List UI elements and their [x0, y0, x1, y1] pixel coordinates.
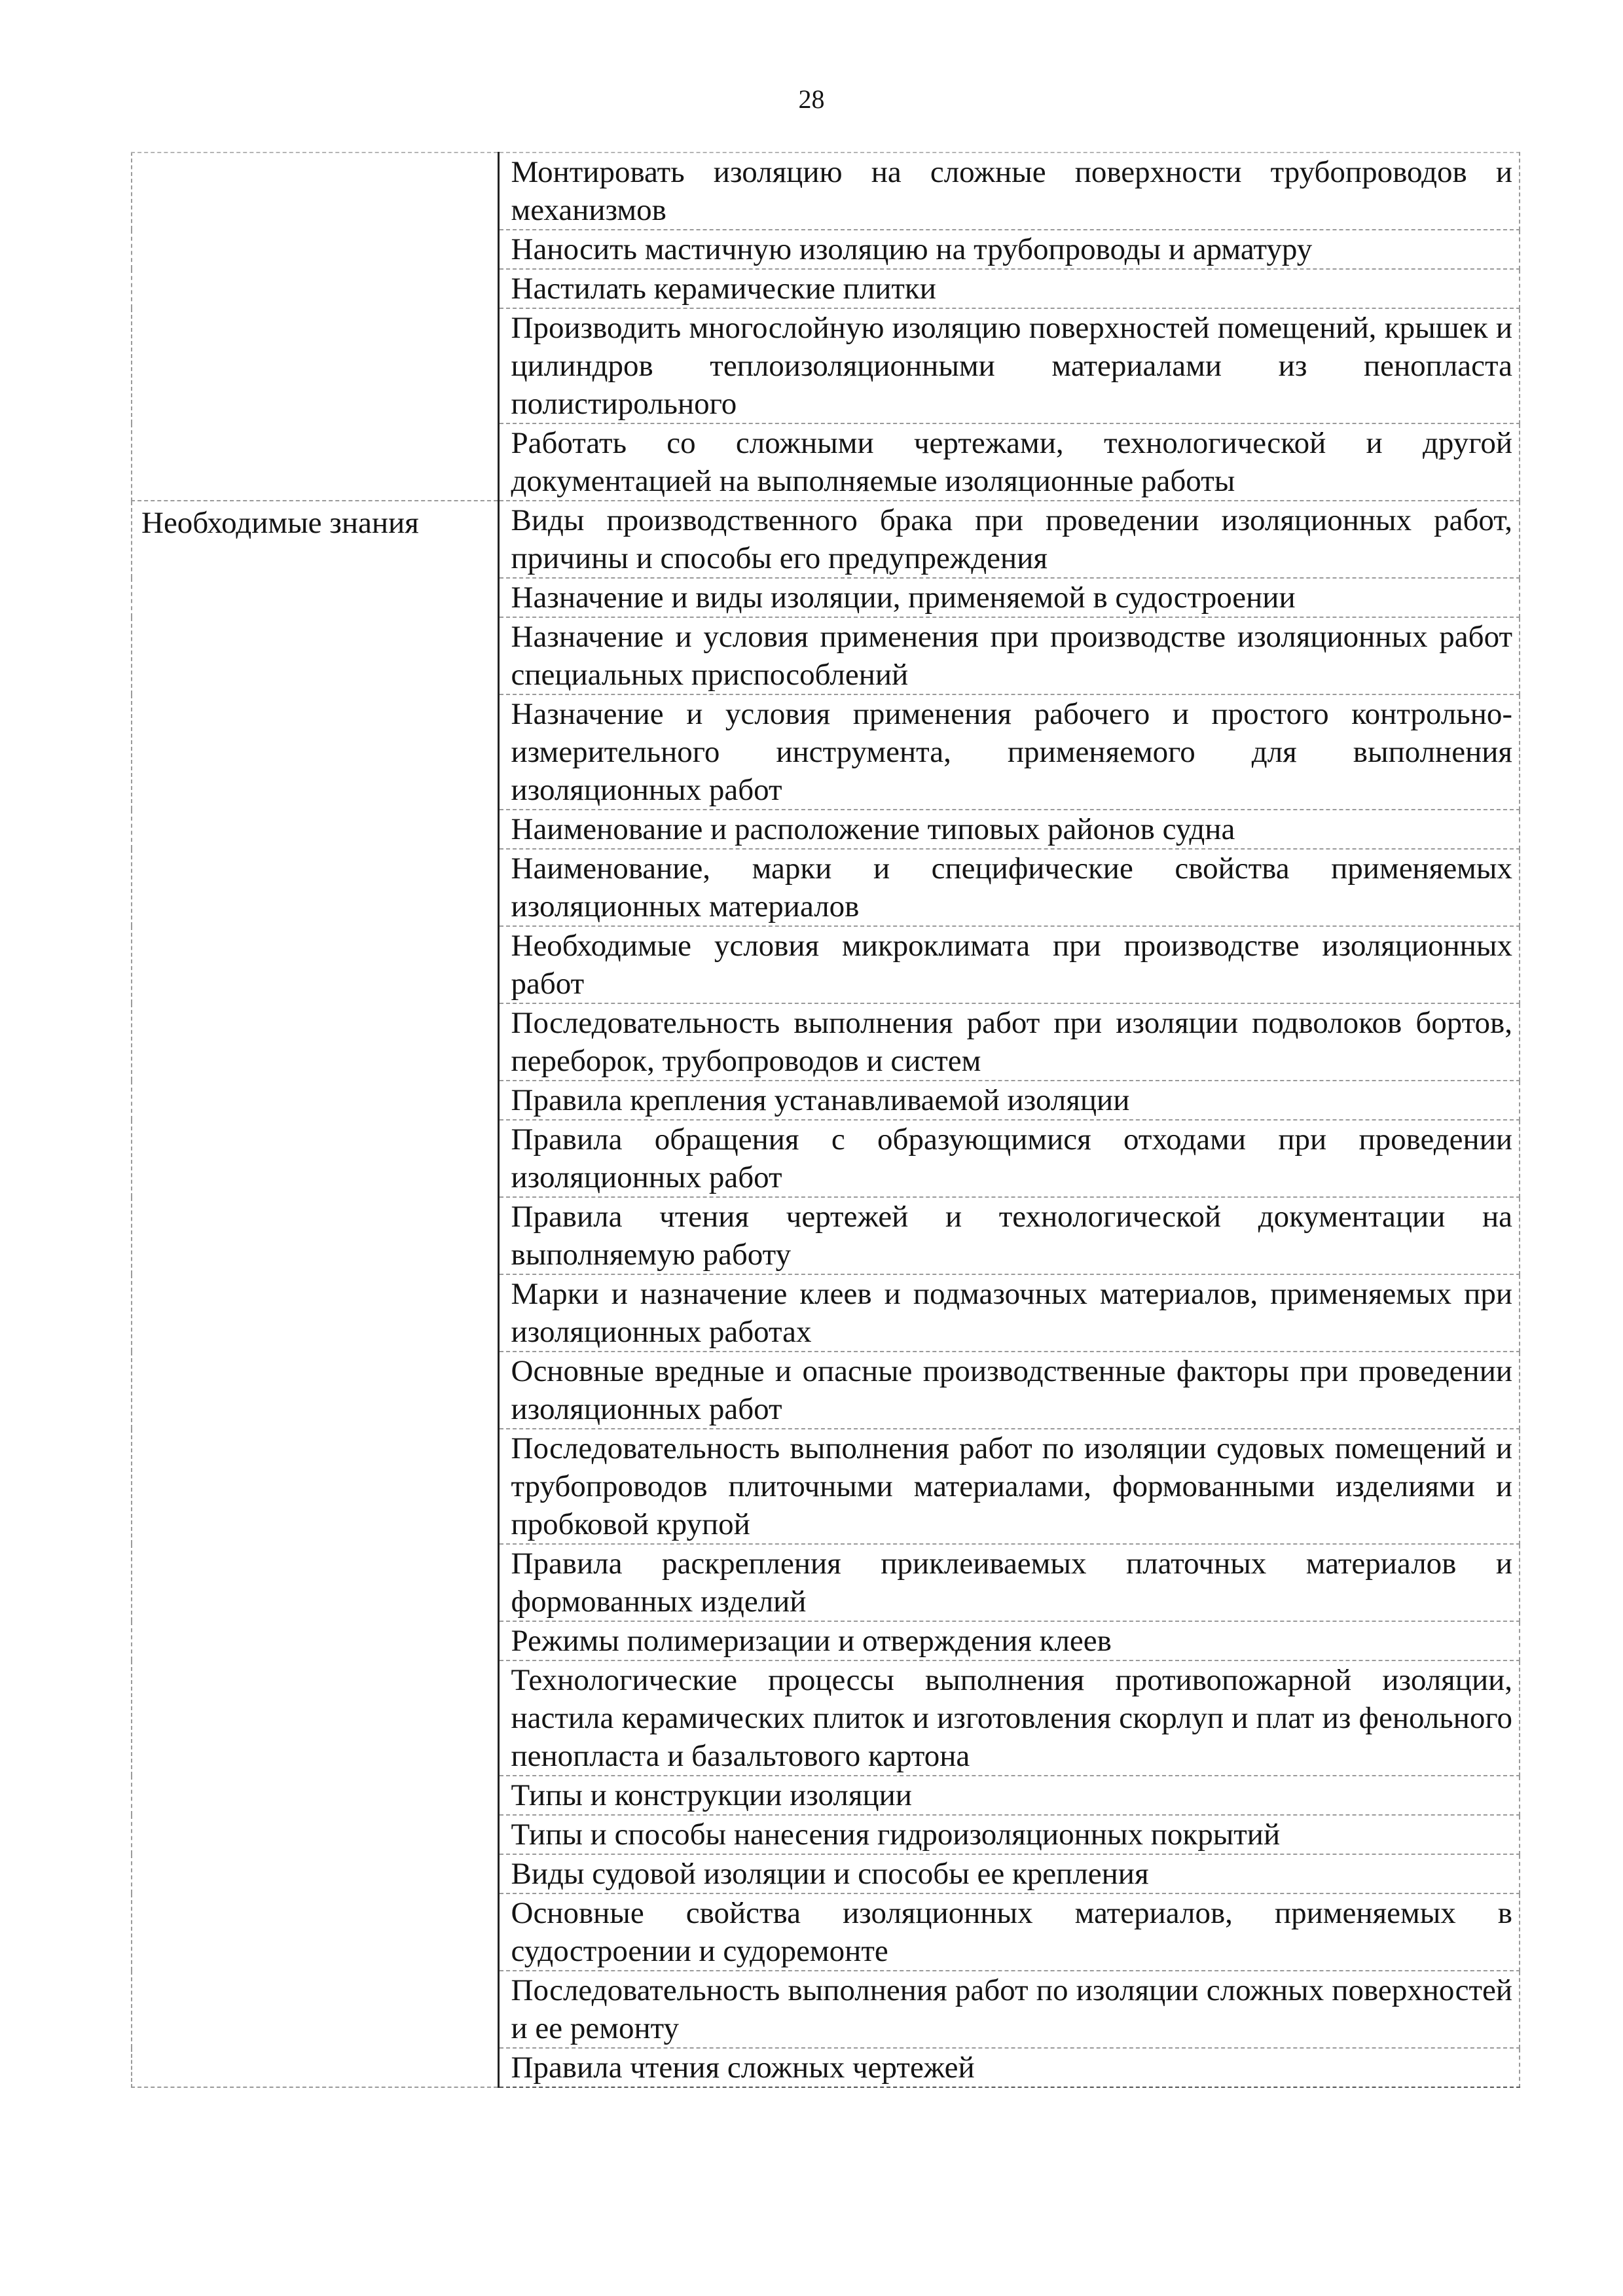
knowledge-item: Типы и способы нанесения гидроизоляционных покрытий	[498, 1815, 1520, 1854]
knowledge-item: Назначение и виды изоляции, применяемой в судостроении	[498, 578, 1520, 617]
knowledge-item: Виды судовой изоляции и способы ее крепления	[498, 1854, 1520, 1893]
skill-item: Производить многослойную изоляцию поверхностей помещений, крышек и цилиндров теплоизоляционными материалами из пенопласта полистирольного	[498, 308, 1520, 423]
knowledge-item: Марки и назначение клеев и подмазочных материалов, применяемых при изоляционных работах	[498, 1274, 1520, 1352]
knowledge-item: Последовательность выполнения работ при изоляции подволоков бортов, переборок, трубопроводов и систем	[498, 1003, 1520, 1081]
skill-item: Наносить мастичную изоляцию на трубопроводы и арматуру	[498, 230, 1520, 269]
skills-label-cell	[132, 152, 498, 501]
knowledge-item: Режимы полимеризации и отверждения клеев	[498, 1621, 1520, 1660]
knowledge-item: Необходимые условия микроклимата при производстве изоляционных работ	[498, 926, 1520, 1003]
knowledge-item: Назначение и условия применения при производстве изоляционных работ специальных приспособлений	[498, 617, 1520, 694]
knowledge-item: Правила чтения сложных чертежей	[498, 2048, 1520, 2087]
knowledge-item: Правила чтения чертежей и технологической документации на выполняемую работу	[498, 1197, 1520, 1274]
page-number: 28	[798, 84, 825, 114]
knowledge-item: Правила раскрепления приклеиваемых платочных материалов и формованных изделий	[498, 1544, 1520, 1621]
knowledge-item: Правила обращения с образующимися отходами при проведении изоляционных работ	[498, 1120, 1520, 1197]
qualification-table	[131, 152, 1520, 2088]
knowledge-item: Последовательность выполнения работ по изоляции сложных поверхностей и ее ремонту	[498, 1971, 1520, 2048]
knowledge-item: Технологические процессы выполнения противопожарной изоляции, настила керамических плиток и изготовления скорлуп и плат из фенольного пенопласта и базальтового картона	[498, 1660, 1520, 1776]
knowledge-item: Виды производственного брака при проведении изоляционных работ, причины и способы его предупреждения	[498, 501, 1520, 578]
skill-item: Настилать керамические плитки	[498, 269, 1520, 308]
knowledge-label-cell	[132, 501, 498, 2087]
knowledge-item: Последовательность выполнения работ по изоляции судовых помещений и трубопроводов плиточными материалами, формованными изделиями и пробковой крупой	[498, 1429, 1520, 1544]
knowledge-label: Необходимые знания	[141, 506, 419, 540]
knowledge-item: Основные свойства изоляционных материалов, применяемых в судостроении и судоремонте	[498, 1893, 1520, 1971]
skill-item: Работать со сложными чертежами, технологической и другой документацией на выполняемые изоляционные работы	[498, 423, 1520, 501]
skill-item: Монтировать изоляцию на сложные поверхности трубопроводов и механизмов	[498, 152, 1520, 230]
table-row	[132, 501, 1520, 578]
knowledge-item: Наименование и расположение типовых районов судна	[498, 810, 1520, 849]
table-row	[132, 152, 1520, 230]
knowledge-item: Назначение и условия применения рабочего и простого контрольно-измерительного инструмента, применяемого для выполнения изоляционных работ	[498, 694, 1520, 810]
knowledge-item: Наименование, марки и специфические свойства применяемых изоляционных материалов	[498, 849, 1520, 926]
knowledge-item: Основные вредные и опасные производственные факторы при проведении изоляционных работ	[498, 1352, 1520, 1429]
knowledge-item: Типы и конструкции изоляции	[498, 1776, 1520, 1815]
knowledge-item: Правила крепления устанавливаемой изоляции	[498, 1081, 1520, 1120]
